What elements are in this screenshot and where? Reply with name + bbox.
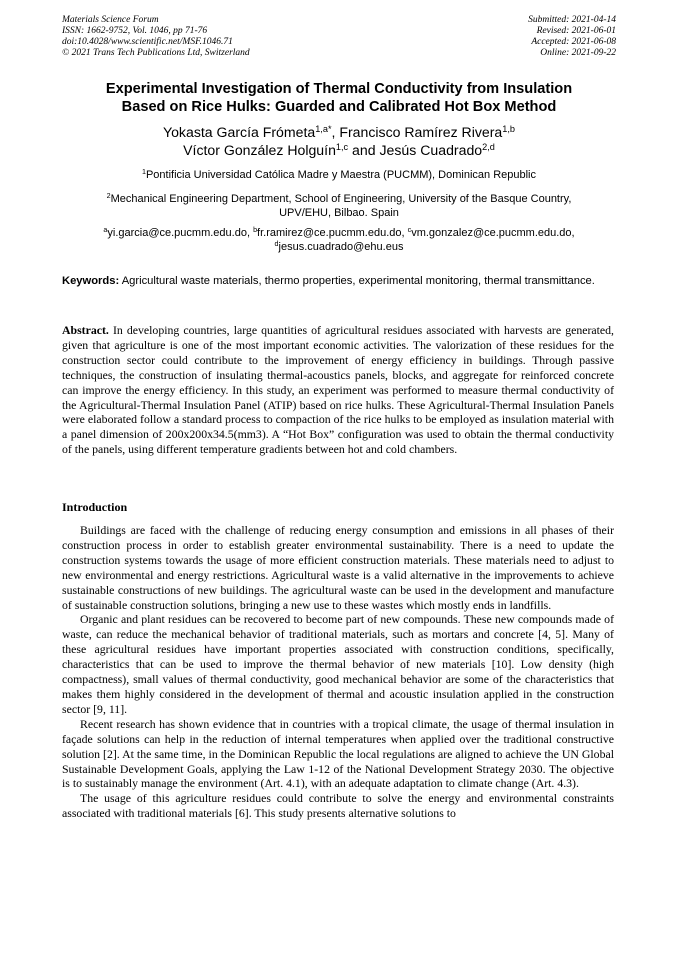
copyright: © 2021 Trans Tech Publications Ltd, Switzerland: [62, 48, 250, 58]
author-separator: ,: [331, 124, 340, 140]
author-list: [50, 123, 628, 159]
keywords-text: Agricultural waste materials, thermo properties, experimental monitoring, thermal transmittance.: [119, 275, 595, 287]
email-superscript: a: [103, 226, 108, 235]
affiliation-text: UPV/EHU, Bilbao. Spain: [279, 207, 399, 219]
email-superscript: d: [274, 240, 279, 249]
email-link[interactable]: jesus.cuadrado@ehu.eus: [278, 241, 404, 253]
author-superscript: 1,b: [502, 124, 515, 135]
author-name: Francisco Ramírez Rivera: [339, 124, 503, 140]
journal-info: [62, 15, 250, 59]
keywords-section: [62, 274, 614, 289]
email-superscript: b: [253, 226, 258, 235]
abstract-text: In developing countries, large quantities of agricultural residues associated with harvests are generated, given that agriculture is one of the most important economic activities. The valorization of these residues for the construction sector could contribute to the improvement of energy efficiency in buildings. Through passive techniques, the construction of insulating thermal-acoustics panels, blocks, and aggregate for reinforced concrete can improve the energy efficiency. In this study, an experiment was performed to measure thermal conductivity of the Agricultural-Thermal Insulation Panel (ATIP) based on rice hulks. These Agricultural-Thermal Insulation Panels were elaborated follow a standard process to compaction of the rice hulks to be employed as insulation material with a panel dimension of 200x200x34.5(mm3). A “Hot Box” configuration was used to obtain the thermal conductivity of the panels, using different temperature gradients between hot and cold chambers.: [62, 323, 614, 457]
affiliation-text: Pontificia Universidad Católica Madre y Maestra (PUCMM), Dominican Republic: [145, 169, 536, 181]
affiliation-text: Mechanical Engineering Department, School of Engineering, University of the Basque Country,: [110, 193, 572, 205]
author-name: Jesús Cuadrado: [379, 142, 483, 158]
journal-name: Materials Science Forum: [62, 15, 159, 25]
email-superscript: c: [407, 226, 412, 235]
affiliation-2: [50, 192, 628, 220]
issn: ISSN: 1662-9752, Vol. 1046, pp 71-76: [62, 26, 208, 36]
author-name: Víctor González Holguín: [183, 142, 336, 158]
affiliation-number: 2: [106, 192, 111, 201]
accepted-date: Accepted: 2021-06-08: [531, 37, 616, 47]
abstract-label: Abstract.: [62, 323, 109, 337]
affiliation-1: [50, 168, 628, 182]
submitted-date: Submitted: 2021-04-14: [528, 15, 616, 25]
revised-date: Revised: 2021-06-01: [536, 26, 616, 36]
title-line-2: Based on Rice Hulks: Guarded and Calibrated Hot Box Method: [121, 99, 557, 115]
paper-title: [50, 80, 628, 116]
introduction-body: [62, 523, 614, 821]
email-list: [50, 226, 628, 254]
author-conjunction: and: [348, 142, 380, 158]
email-link[interactable]: vm.gonzalez@ce.pucmm.edu.do,: [411, 227, 575, 239]
title-line-1: Experimental Investigation of Thermal Conductivity from Insulation: [105, 81, 573, 97]
author-superscript: 1,a*: [315, 124, 332, 135]
body-paragraph: Buildings are faced with the challenge of reducing energy consumption and emissions in all phases of their construction process in order to establish greater environmental sustainability. There is a need to update the construction systems towards the usage of more efficient construction materials. These materials need to adjust to new environmental and energy restrictions. Agricultural waste is a valid alternative in the improvements to achieve sustainable constructions of new buildings. The agricultural waste can be used in the development and manufacture of sustainable construction solutions, bringing a new use to these wastes which mostly ends in landfills.: [62, 523, 614, 612]
body-paragraph: The usage of this agriculture residues could contribute to solve the energy and environmental constraints associated with traditional materials [6]. This study presents alternative solutions to: [62, 791, 614, 821]
publication-dates: [528, 15, 616, 59]
author-name: Yokasta García Frómeta: [162, 124, 316, 140]
body-paragraph: Recent research has shown evidence that in countries with a tropical climate, the usage of thermal insulation in façade solutions can help in the reduction of internal temperatures when applied over the traditional constructive solution [2]. At the same time, in the Dominican Republic the local regulations are aligned to achieve the UN Global Sustainable Development Goals, applying the Law 1-12 of the National Development Strategy 2030. The objective is to sustainably manage the environment (Art. 4.1), with an adequate adaptation to climate change (Art. 4.3).: [62, 716, 614, 791]
email-link[interactable]: yi.garcia@ce.pucmm.edu.do,: [107, 227, 254, 239]
doi: doi:10.4028/www.scientific.net/MSF.1046.71: [62, 37, 233, 47]
body-paragraph: Organic and plant residues can be recovered to become part of new compounds. These new compounds made of waste, can reduce the mechanical behavior of traditional materials, such as mortars and concrete [4, 5]. Many of these agricultural residues have important properties associated with construction conditions, specifically, characteristics that can be used to improve the thermal behavior of new materials [10]. Low density (high compactness), small values of thermal conductivity, good mechanical behavior are some of the characteristics that makes them highly considered in the development of thermal and acoustic insulation applied in the construction sector [9, 11].: [62, 612, 614, 716]
author-superscript: 1,c: [335, 142, 349, 153]
abstract-section: [62, 323, 614, 457]
email-link[interactable]: fr.ramirez@ce.pucmm.edu.do,: [257, 227, 408, 239]
author-superscript: 2,d: [482, 142, 495, 153]
keywords-label: Keywords:: [62, 275, 120, 287]
affiliation-number: 1: [141, 168, 146, 177]
introduction-heading: Introduction: [62, 500, 128, 514]
online-date: Online: 2021-09-22: [540, 48, 616, 58]
